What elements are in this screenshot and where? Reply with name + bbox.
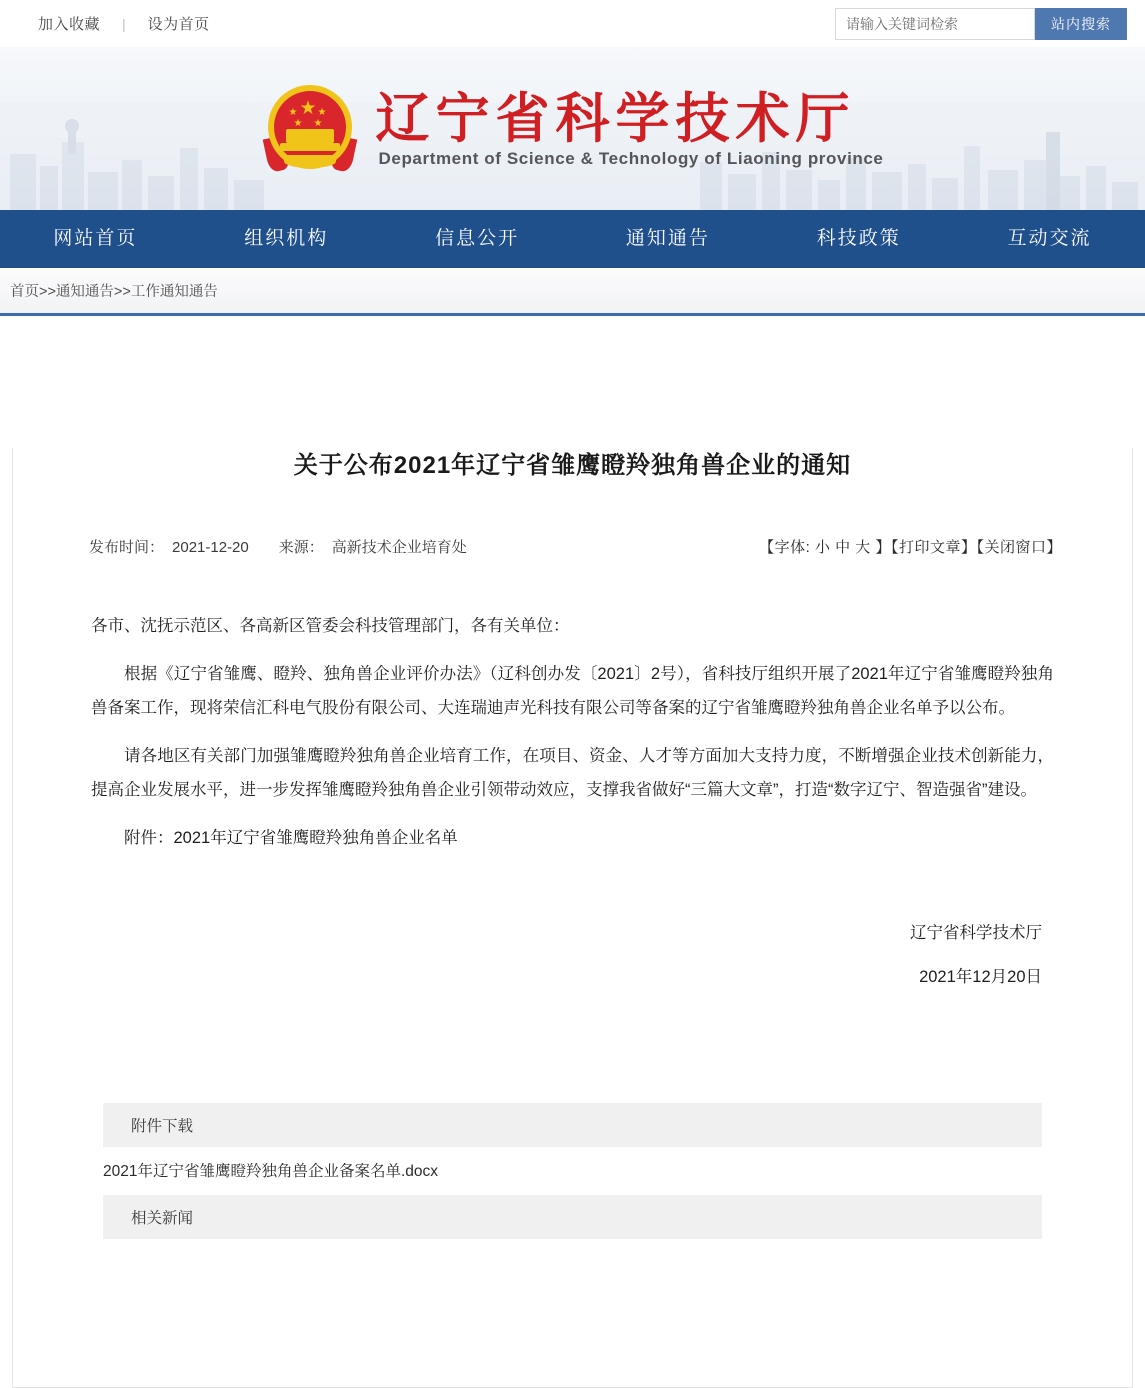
add-favorite-link[interactable]: 加入收藏 bbox=[38, 16, 101, 33]
publish-time-value: 2021-12-20 bbox=[172, 539, 249, 556]
article-paragraph-2: 请各地区有关部门加强雏鹰瞪羚独角兽企业培育工作，在项目、资金、人才等方面加大支持力度，不断增强企业技术创新能力，提高企业发展水平，进一步发挥雏鹰瞪羚独角兽企业引领带动效应，支撑我省做好“三篇大文章”，打造“数字辽宁、智造强省”建设。 bbox=[91, 747, 1054, 799]
nav-item-info[interactable]: 信息公开 bbox=[435, 228, 520, 249]
article-body bbox=[91, 609, 1054, 855]
print-article-button[interactable]: 【打印文章】 bbox=[890, 539, 977, 556]
article-signature bbox=[13, 911, 1042, 999]
source-label: 来源： bbox=[278, 539, 324, 556]
nav-item-policy[interactable]: 科技政策 bbox=[816, 228, 901, 249]
article-meta-left bbox=[89, 536, 475, 557]
article-paragraph-salutation: 各市、沈抚示范区、各高新区管委会科技管理部门，各有关单位： bbox=[91, 617, 570, 635]
publish-time-label: 发布时间： bbox=[89, 539, 165, 556]
article-attachment-note: 附件：2021年辽宁省雏鹰瞪羚独角兽企业名单 bbox=[124, 829, 458, 847]
site-banner bbox=[0, 47, 1145, 210]
article-paragraph-1: 根据《辽宁省雏鹰、瞪羚、独角兽企业评价办法》（辽科创办发〔2021〕2号），省科技厅组织开展了2021年辽宁省雏鹰瞪羚独角兽备案工作，现将荣信汇科电气股份有限公司、大连瑞迪声光科技有限公司等备案的辽宁省雏鹰瞪羚独角兽企业名单予以公布。 bbox=[91, 665, 1054, 717]
related-news-section-header: 相关新闻 bbox=[103, 1195, 1042, 1239]
attachment-file-link[interactable]: 2021年辽宁省雏鹰瞪羚独角兽企业备案名单.docx bbox=[103, 1163, 439, 1180]
page-title: 关于公布2021年辽宁省雏鹰瞪羚独角兽企业的通知 bbox=[293, 452, 852, 479]
set-homepage-link[interactable]: 设为首页 bbox=[147, 16, 210, 33]
close-window-button[interactable]: 【关闭窗口】 bbox=[976, 539, 1062, 556]
nav-item-notice[interactable]: 通知通告 bbox=[625, 228, 710, 249]
nav-item-interact[interactable]: 互动交流 bbox=[1007, 228, 1092, 249]
article-card bbox=[12, 448, 1133, 1388]
nav-item-home[interactable]: 网站首页 bbox=[53, 228, 138, 249]
article-meta-row bbox=[89, 536, 1062, 557]
nav-item-org[interactable]: 组织机构 bbox=[244, 228, 329, 249]
site-search bbox=[835, 8, 1127, 40]
top-links bbox=[38, 13, 210, 34]
banner-content bbox=[0, 47, 1145, 210]
attachment-section-header: 附件下载 bbox=[103, 1103, 1042, 1147]
site-title-english: Department of Science & Technology of Liaoning province bbox=[378, 148, 884, 168]
signature-organization: 辽宁省科学技术厅 bbox=[910, 924, 1042, 942]
breadcrumb[interactable]: 首页>>通知通告>>工作通知通告 bbox=[10, 284, 218, 300]
search-input[interactable] bbox=[835, 8, 1035, 40]
banner-text-block bbox=[375, 85, 884, 169]
attachment-section bbox=[13, 1103, 1132, 1239]
signature-date: 2021年12月20日 bbox=[919, 968, 1042, 986]
breadcrumb-bar bbox=[0, 268, 1145, 316]
national-emblem-icon: ★ ★ ★ ★ ★ bbox=[262, 81, 358, 177]
font-size-controls[interactable]: 【字体: 小 中 大 】 bbox=[759, 539, 891, 556]
article-tools bbox=[759, 536, 1062, 557]
source-value: 高新技术企业培育处 bbox=[331, 539, 467, 556]
top-utility-bar bbox=[0, 0, 1145, 47]
top-links-separator: | bbox=[122, 15, 126, 32]
main-navigation bbox=[0, 210, 1145, 268]
site-title: 辽宁省科学技术厅 bbox=[375, 85, 856, 150]
search-button[interactable]: 站内搜索 bbox=[1035, 8, 1127, 40]
